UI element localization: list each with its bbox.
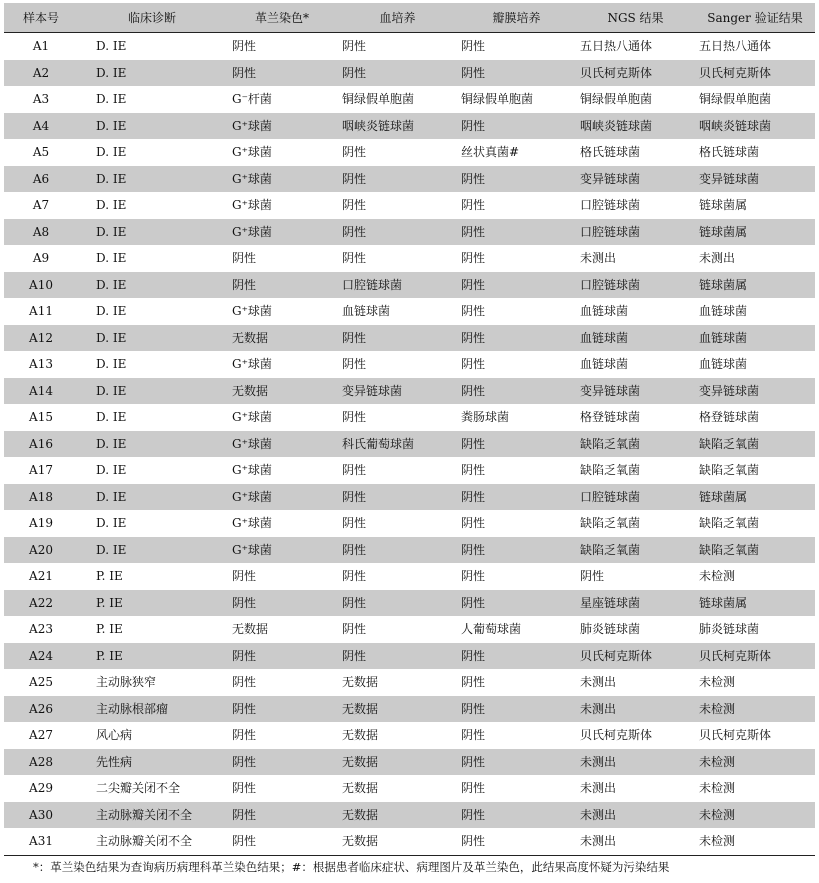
diagnosis-cell: P. IE <box>96 569 123 583</box>
table-row <box>4 749 815 776</box>
valve-culture-cell: 铜绿假单胞菌 <box>461 92 534 106</box>
blood-culture-cell: 阴性 <box>338 590 457 617</box>
sample-id-cell: A7 <box>32 198 50 212</box>
diagnosis-cell: D. IE <box>78 325 226 352</box>
sanger-result-cell: 变异链球菌 <box>695 378 815 405</box>
valve-culture-cell: 人葡萄球菌 <box>461 622 522 636</box>
blood-culture-cell: 铜绿假单胞菌 <box>342 92 415 106</box>
diagnosis-cell: P. IE <box>78 643 226 670</box>
blood-culture-cell: 阴性 <box>338 60 457 87</box>
blood-culture-cell: 阴性 <box>338 484 457 511</box>
blood-culture-cell: 无数据 <box>338 802 457 829</box>
blood-culture-cell: 阴性 <box>342 569 367 583</box>
table-row <box>4 484 815 511</box>
sanger-result-cell: 缺陷乏氧菌 <box>695 431 815 458</box>
blood-culture-cell: 无数据 <box>342 728 379 742</box>
sanger-result-cell: 未检测 <box>699 675 736 689</box>
valve-culture-cell: 阴性 <box>457 166 576 193</box>
blood-culture-cell: 无数据 <box>342 675 379 689</box>
sample-id-cell: A28 <box>4 749 78 776</box>
diagnosis-cell: D. IE <box>96 463 127 477</box>
diagnosis-cell: 二尖瓣关闭不全 <box>96 781 181 795</box>
table-row <box>4 457 815 484</box>
blood-culture-cell: 无数据 <box>342 781 379 795</box>
sanger-result-cell: 血链球菌 <box>699 304 748 318</box>
sanger-result-cell: 未检测 <box>695 802 815 829</box>
sanger-result-cell: 未检测 <box>699 569 736 583</box>
valve-culture-cell: 阴性 <box>461 516 486 530</box>
table-row <box>4 166 815 193</box>
blood-culture-cell: 无数据 <box>338 696 457 723</box>
gram-stain-cell: 无数据 <box>232 622 269 636</box>
sample-id-cell: A25 <box>29 675 53 689</box>
sanger-result-cell: 链球菌属 <box>695 219 815 246</box>
blood-culture-cell: 阴性 <box>342 251 367 265</box>
sample-id-cell: A30 <box>4 802 78 829</box>
sample-id-cell: A27 <box>29 728 53 742</box>
sample-id-cell: A8 <box>4 219 78 246</box>
ngs-result-cell: 血链球菌 <box>580 304 629 318</box>
sanger-result-cell: 五日热八通体 <box>699 39 772 53</box>
blood-culture-cell: 变异链球菌 <box>338 378 457 405</box>
ngs-result-cell: 口腔链球菌 <box>576 272 695 299</box>
diagnosis-cell: 主动脉瓣关闭不全 <box>78 802 226 829</box>
sanger-result-cell: 贝氏柯克斯体 <box>699 728 772 742</box>
diagnosis-cell: 主动脉根部瘤 <box>78 696 226 723</box>
diagnosis-cell: D. IE <box>96 92 127 106</box>
ngs-result-cell: 格氏链球菌 <box>580 145 641 159</box>
sample-id-cell: A2 <box>4 60 78 87</box>
ngs-result-cell: 未测出 <box>580 781 617 795</box>
diagnosis-cell: D. IE <box>78 166 226 193</box>
valve-culture-cell: 阴性 <box>457 484 576 511</box>
gram-stain-cell: G⁺球菌 <box>232 198 272 212</box>
table-body <box>4 33 815 856</box>
blood-culture-cell: 阴性 <box>342 39 367 53</box>
valve-culture-cell: 阴性 <box>461 39 486 53</box>
sample-id-cell: A31 <box>4 828 78 855</box>
ngs-result-cell: 铜绿假单胞菌 <box>580 92 653 106</box>
gram-stain-cell: G⁺球菌 <box>226 484 338 511</box>
gram-stain-cell: G⁺球菌 <box>232 410 272 424</box>
diagnosis-cell: D. IE <box>78 537 226 564</box>
ngs-result-cell: 未测出 <box>576 828 695 855</box>
table-row <box>4 33 815 60</box>
sample-id-cell: A12 <box>4 325 78 352</box>
gram-stain-cell: 阴性 <box>226 643 338 670</box>
table-row <box>4 722 815 749</box>
diagnosis-cell: D. IE <box>78 272 226 299</box>
diagnosis-cell: P. IE <box>96 622 123 636</box>
gram-stain-cell: G⁺球菌 <box>232 516 272 530</box>
ngs-result-cell: 星座链球菌 <box>576 590 695 617</box>
diagnosis-cell: D. IE <box>78 378 226 405</box>
gram-stain-cell: 阴性 <box>226 272 338 299</box>
table-row <box>4 298 815 325</box>
sanger-result-cell: 格登链球菌 <box>699 410 760 424</box>
sanger-result-cell: 缺陷乏氧菌 <box>699 463 760 477</box>
table-row <box>4 139 815 166</box>
gram-stain-cell: 阴性 <box>226 749 338 776</box>
gram-stain-cell: 阴性 <box>232 781 257 795</box>
ngs-result-cell: 未测出 <box>580 251 617 265</box>
sanger-result-cell: 缺陷乏氧菌 <box>695 537 815 564</box>
gram-stain-cell: 阴性 <box>226 590 338 617</box>
diagnosis-cell: 风心病 <box>96 728 133 742</box>
gram-stain-cell: G⁺球菌 <box>232 357 272 371</box>
sample-id-cell: A4 <box>4 113 78 140</box>
ngs-result-cell: 缺陷乏氧菌 <box>580 516 641 530</box>
table-row <box>4 86 815 113</box>
valve-culture-cell: 阴性 <box>457 802 576 829</box>
diagnosis-cell: D. IE <box>96 357 127 371</box>
ngs-result-cell: 未测出 <box>576 696 695 723</box>
diagnosis-cell: 主动脉瓣关闭不全 <box>78 828 226 855</box>
sanger-result-cell: 铜绿假单胞菌 <box>699 92 772 106</box>
valve-culture-cell: 阴性 <box>457 378 576 405</box>
header-row <box>4 3 815 33</box>
sample-id-cell: A13 <box>29 357 53 371</box>
valve-culture-cell: 阴性 <box>457 828 576 855</box>
header-gram-stain: 革兰染色* <box>226 3 338 33</box>
table-row <box>4 192 815 219</box>
diagnosis-cell: D. IE <box>96 145 127 159</box>
ngs-result-cell: 未测出 <box>580 675 617 689</box>
diagnosis-cell: D. IE <box>78 484 226 511</box>
header-clinical-diagnosis: 临床诊断 <box>78 3 226 33</box>
sanger-result-cell: 链球菌属 <box>699 198 748 212</box>
gram-stain-cell: G⁺球菌 <box>226 166 338 193</box>
blood-culture-cell: 阴性 <box>342 198 367 212</box>
sample-id-cell: A15 <box>29 410 53 424</box>
gram-stain-cell: 无数据 <box>226 378 338 405</box>
sample-id-cell: A6 <box>4 166 78 193</box>
sanger-result-cell: 未检测 <box>699 781 736 795</box>
valve-culture-cell: 阴性 <box>461 357 486 371</box>
table-row <box>4 404 815 431</box>
ngs-result-cell: 血链球菌 <box>580 357 629 371</box>
gram-stain-cell: 阴性 <box>232 39 257 53</box>
diagnosis-cell: D. IE <box>96 410 127 424</box>
table-row <box>4 351 815 378</box>
sanger-result-cell: 肺炎链球菌 <box>699 622 760 636</box>
gram-stain-cell: 阴性 <box>232 675 257 689</box>
gram-stain-cell: G⁺球菌 <box>232 145 272 159</box>
diagnosis-cell: D. IE <box>96 39 127 53</box>
gram-stain-cell: 无数据 <box>226 325 338 352</box>
ngs-result-cell: 口腔链球菌 <box>576 484 695 511</box>
table-row <box>4 802 815 829</box>
diagnosis-cell: 先性病 <box>78 749 226 776</box>
sample-id-cell: A14 <box>4 378 78 405</box>
sanger-result-cell: 链球菌属 <box>695 590 815 617</box>
valve-culture-cell: 阴性 <box>457 537 576 564</box>
gram-stain-cell: 阴性 <box>226 802 338 829</box>
sample-id-cell: A3 <box>32 92 50 106</box>
gram-stain-cell: 阴性 <box>232 728 257 742</box>
sample-id-cell: A26 <box>4 696 78 723</box>
blood-culture-cell: 阴性 <box>338 325 457 352</box>
table-row <box>4 643 815 670</box>
header-valve-culture: 瓣膜培养 <box>457 3 576 33</box>
sample-id-cell: A23 <box>29 622 53 636</box>
sanger-result-cell: 血链球菌 <box>695 325 815 352</box>
diagnosis-cell: D. IE <box>96 304 127 318</box>
blood-culture-cell: 阴性 <box>342 357 367 371</box>
table-row <box>4 431 815 458</box>
gram-stain-cell: G⁺球菌 <box>226 219 338 246</box>
valve-culture-cell: 阴性 <box>457 113 576 140</box>
diagnosis-cell: D. IE <box>96 516 127 530</box>
gram-stain-cell: G⁻杆菌 <box>232 92 272 106</box>
sample-id-cell: A16 <box>4 431 78 458</box>
sanger-result-cell: 格氏链球菌 <box>699 145 760 159</box>
ngs-result-cell: 口腔链球菌 <box>580 198 641 212</box>
gram-stain-cell: G⁺球菌 <box>226 431 338 458</box>
ngs-result-cell: 缺陷乏氧菌 <box>576 537 695 564</box>
table-row <box>4 325 815 352</box>
gram-stain-cell: G⁺球菌 <box>232 463 272 477</box>
table-row <box>4 113 815 140</box>
valve-culture-cell: 阴性 <box>461 304 486 318</box>
blood-culture-cell: 咽峡炎链球菌 <box>338 113 457 140</box>
ngs-result-cell: 格登链球菌 <box>580 410 641 424</box>
sanger-result-cell: 链球菌属 <box>695 272 815 299</box>
valve-culture-cell: 阴性 <box>457 272 576 299</box>
header-sanger-result: Sanger 验证结果 <box>695 3 815 33</box>
valve-culture-cell: 粪肠球菌 <box>461 410 510 424</box>
valve-culture-cell: 阴性 <box>457 749 576 776</box>
table-row <box>4 245 815 272</box>
header-ngs-result: NGS 结果 <box>576 3 695 33</box>
ngs-result-cell: 贝氏柯克斯体 <box>576 60 695 87</box>
table-row <box>4 378 815 405</box>
blood-culture-cell: 阴性 <box>342 145 367 159</box>
sample-id-cell: A19 <box>29 516 53 530</box>
diagnosis-cell: 主动脉狭窄 <box>96 675 157 689</box>
results-table <box>4 3 815 856</box>
gram-stain-cell: G⁺球菌 <box>226 113 338 140</box>
valve-culture-cell: 阴性 <box>461 728 486 742</box>
sanger-result-cell: 链球菌属 <box>695 484 815 511</box>
header-sample-id: 样本号 <box>4 3 78 33</box>
table-row <box>4 828 815 855</box>
sanger-result-cell: 贝氏柯克斯体 <box>695 60 815 87</box>
blood-culture-cell: 无数据 <box>338 828 457 855</box>
diagnosis-cell: D. IE <box>78 60 226 87</box>
header-blood-culture: 血培养 <box>338 3 457 33</box>
sanger-result-cell: 未测出 <box>699 251 736 265</box>
table-footnote: *：革兰染色结果为查询病历病理科革兰染色结果；#：根据患者临床症状、病理图片及革兰染色，此结果高度怀疑为污染结果 <box>33 860 670 874</box>
ngs-result-cell: 血链球菌 <box>576 325 695 352</box>
ngs-result-cell: 贝氏柯克斯体 <box>576 643 695 670</box>
diagnosis-cell: D. IE <box>96 198 127 212</box>
sample-id-cell: A11 <box>29 304 53 318</box>
ngs-result-cell: 口腔链球菌 <box>576 219 695 246</box>
ngs-result-cell: 未测出 <box>576 802 695 829</box>
valve-culture-cell: 阴性 <box>461 198 486 212</box>
blood-culture-cell: 阴性 <box>342 622 367 636</box>
valve-culture-cell: 阴性 <box>457 696 576 723</box>
diagnosis-cell: P. IE <box>78 590 226 617</box>
sample-id-cell: A29 <box>29 781 53 795</box>
sample-id-cell: A1 <box>32 39 50 53</box>
sample-id-cell: A5 <box>32 145 50 159</box>
ngs-result-cell: 五日热八通体 <box>580 39 653 53</box>
sample-id-cell: A21 <box>29 569 53 583</box>
valve-culture-cell: 阴性 <box>461 463 486 477</box>
valve-culture-cell: 阴性 <box>461 781 486 795</box>
table-row <box>4 590 815 617</box>
diagnosis-cell: D. IE <box>96 251 127 265</box>
blood-culture-cell: 阴性 <box>342 463 367 477</box>
table-row <box>4 775 815 802</box>
sanger-result-cell: 缺陷乏氧菌 <box>699 516 760 530</box>
blood-culture-cell: 阴性 <box>342 516 367 530</box>
table-row <box>4 272 815 299</box>
ngs-result-cell: 肺炎链球菌 <box>580 622 641 636</box>
table-row <box>4 696 815 723</box>
valve-culture-cell: 丝状真菌# <box>461 145 520 159</box>
sanger-result-cell: 未检测 <box>695 828 815 855</box>
sample-id-cell: A18 <box>4 484 78 511</box>
sample-id-cell: A17 <box>29 463 53 477</box>
sanger-result-cell: 血链球菌 <box>699 357 748 371</box>
ngs-result-cell: 贝氏柯克斯体 <box>580 728 653 742</box>
sanger-result-cell: 未检测 <box>695 696 815 723</box>
gram-stain-cell: 阴性 <box>232 251 257 265</box>
gram-stain-cell: G⁺球菌 <box>232 304 272 318</box>
sample-id-cell: A22 <box>4 590 78 617</box>
valve-culture-cell: 阴性 <box>461 569 486 583</box>
ngs-result-cell: 缺陷乏氧菌 <box>580 463 641 477</box>
gram-stain-cell: 阴性 <box>226 696 338 723</box>
valve-culture-cell: 阴性 <box>457 325 576 352</box>
valve-culture-cell: 阴性 <box>457 590 576 617</box>
blood-culture-cell: 阴性 <box>338 219 457 246</box>
sample-id-cell: A9 <box>32 251 50 265</box>
table-header <box>4 3 815 33</box>
table-row <box>4 219 815 246</box>
sample-id-cell: A24 <box>4 643 78 670</box>
ngs-result-cell: 未测出 <box>576 749 695 776</box>
blood-culture-cell: 阴性 <box>342 410 367 424</box>
gram-stain-cell: G⁺球菌 <box>226 537 338 564</box>
diagnosis-cell: D. IE <box>78 431 226 458</box>
sanger-result-cell: 变异链球菌 <box>695 166 815 193</box>
table-row <box>4 60 815 87</box>
ngs-result-cell: 咽峡炎链球菌 <box>576 113 695 140</box>
valve-culture-cell: 阴性 <box>457 60 576 87</box>
gram-stain-cell: 阴性 <box>232 569 257 583</box>
blood-culture-cell: 阴性 <box>338 166 457 193</box>
gram-stain-cell: 阴性 <box>226 828 338 855</box>
sample-id-cell: A20 <box>4 537 78 564</box>
valve-culture-cell: 阴性 <box>461 251 486 265</box>
ngs-result-cell: 变异链球菌 <box>576 166 695 193</box>
blood-culture-cell: 阴性 <box>338 643 457 670</box>
table-row <box>4 537 815 564</box>
ngs-result-cell: 阴性 <box>580 569 605 583</box>
blood-culture-cell: 口腔链球菌 <box>338 272 457 299</box>
ngs-result-cell: 缺陷乏氧菌 <box>576 431 695 458</box>
valve-culture-cell: 阴性 <box>457 219 576 246</box>
sanger-result-cell: 未检测 <box>695 749 815 776</box>
blood-culture-cell: 阴性 <box>338 537 457 564</box>
blood-culture-cell: 科氏葡萄球菌 <box>338 431 457 458</box>
table-row <box>4 563 815 590</box>
valve-culture-cell: 阴性 <box>461 675 486 689</box>
diagnosis-cell: D. IE <box>78 113 226 140</box>
table-row <box>4 616 815 643</box>
ngs-result-cell: 变异链球菌 <box>576 378 695 405</box>
valve-culture-cell: 阴性 <box>457 431 576 458</box>
diagnosis-cell: D. IE <box>78 219 226 246</box>
sample-id-cell: A10 <box>4 272 78 299</box>
valve-culture-cell: 阴性 <box>457 643 576 670</box>
blood-culture-cell: 血链球菌 <box>342 304 391 318</box>
gram-stain-cell: 阴性 <box>226 60 338 87</box>
sanger-result-cell: 贝氏柯克斯体 <box>695 643 815 670</box>
blood-culture-cell: 无数据 <box>338 749 457 776</box>
sanger-result-cell: 咽峡炎链球菌 <box>695 113 815 140</box>
table-row <box>4 510 815 537</box>
table-row <box>4 669 815 696</box>
